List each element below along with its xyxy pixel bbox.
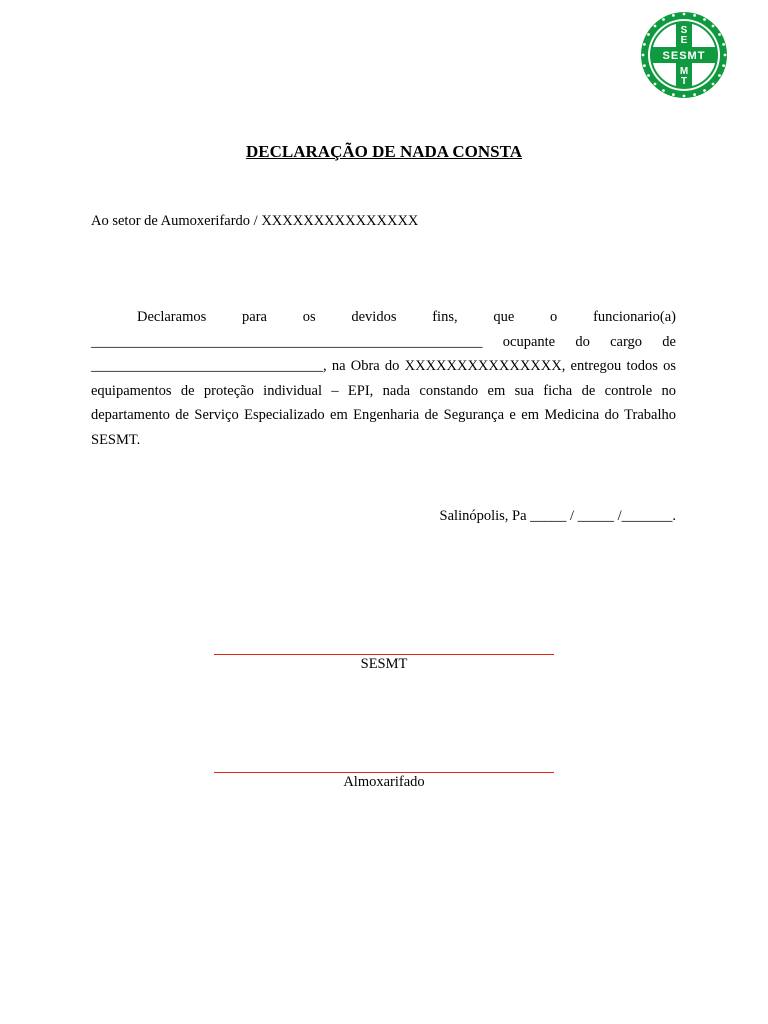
svg-text:M: M — [679, 66, 689, 77]
signature-line-almoxarifado — [214, 772, 554, 773]
sesmt-logo-graphic — [640, 11, 728, 99]
signature-label-sesmt: SESMT — [360, 656, 408, 672]
signature-label-almoxarifado: Almoxarifado — [343, 774, 425, 790]
logo-text: SESMT — [662, 50, 706, 62]
document-title: DECLARAÇÃO DE NADA CONSTA — [246, 142, 522, 161]
svg-text:S: S — [680, 25, 688, 36]
svg-text:E: E — [680, 35, 688, 46]
date-line: Salinópolis, Pa _____ / _____ /_______. — [439, 508, 676, 524]
addressee-line: Ao setor de Aumoxerifardo / XXXXXXXXXXXXXXX — [91, 213, 419, 229]
signature-line-sesmt — [214, 654, 554, 655]
declaration-body: Declaramos para os devidos fins, que o funcionario(a) ______________________________________________________ ocupante do cargo de ________________________________, na Obra do XXXXXXXXXXXXXXX, entregou todos os equipamentos de proteção individual – EPI, nada constando em sua ficha de controle no departamento de Serviço Especializado em Engenharia de Segurança e em Medicina do Trabalho SESMT. — [91, 309, 676, 448]
svg-text:T: T — [680, 76, 688, 87]
sesmt-logo — [640, 11, 728, 99]
